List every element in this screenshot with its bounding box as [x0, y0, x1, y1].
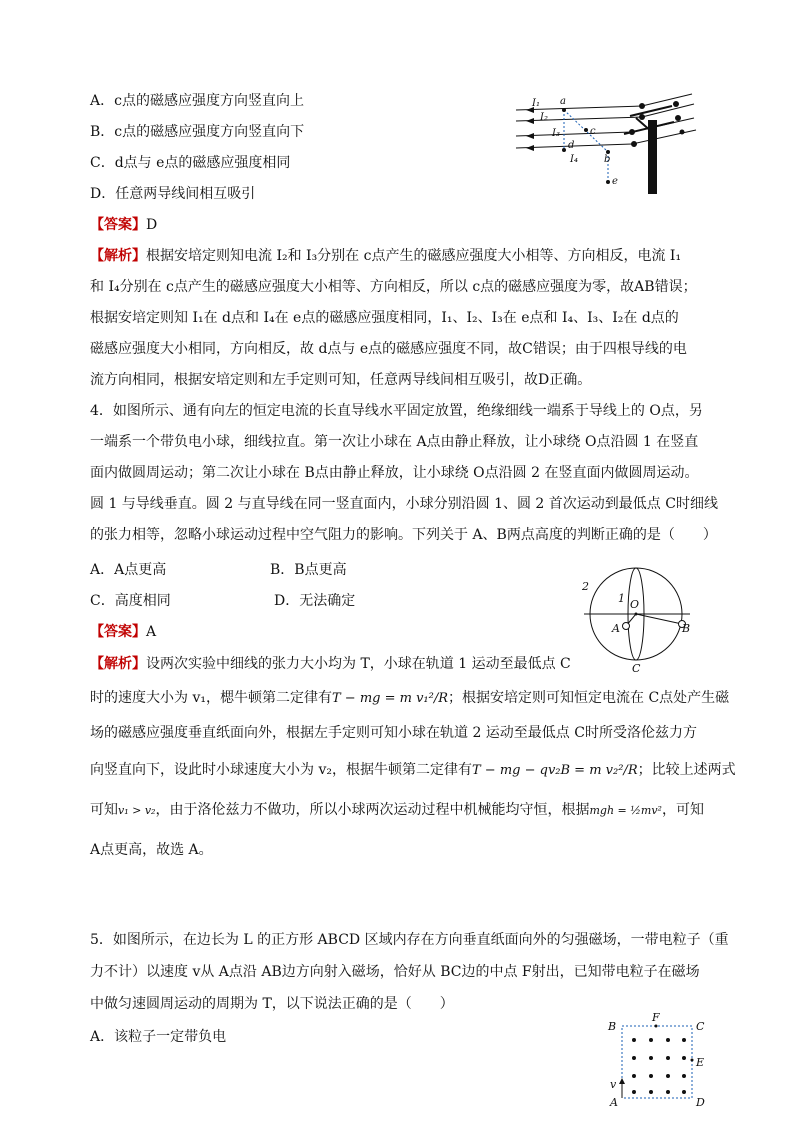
analysis-text: 设两次实验中细线的张力大小均为 T，小球在轨道 1 运动至最低点 C [146, 656, 571, 672]
q3-option-b: B．c点的磁感应强度方向竖直向下 [90, 124, 305, 140]
label-C: C [696, 1020, 705, 1033]
label-F: F [652, 1011, 660, 1024]
q3-option-c: C．d点与 e点的磁感应强度相同 [90, 155, 291, 171]
q5-stem-line-2: 力不计）以速度 v从 A点沿 AB边方向射入磁场，恰好从 BC边的中点 F射出，已知带电粒子在磁场 [90, 964, 700, 980]
q4-stem-line-5: 的张力相等，忽略小球运动过程中空气阻力的影响。下列关于 A、B两点高度的判断正确的是（ ） [90, 527, 717, 543]
q5-option-a: A．该粒子一定带负电 [90, 1029, 227, 1045]
label-I4: I₄ [570, 154, 578, 165]
answer-tag: 【答案】 [90, 217, 146, 233]
q4-option-b: B．B点更高 [270, 562, 347, 578]
q5-stem-line-3: 中做匀速圆周运动的周期为 T，以下说法正确的是（ ） [90, 996, 454, 1012]
q4-stem-line-1: 4．如图所示、通有向左的恒定电流的长直导线水平固定放置，绝缘细线一端系于导线上的 O点，另 [90, 403, 703, 419]
label-c: c [590, 126, 596, 137]
q3-analysis-line-5: 流方向相同，根据安培定则和左手定则可知，任意两导线间相互吸引，故D正确。 [90, 372, 592, 388]
label-B: B [682, 622, 691, 635]
label-B: B [608, 1020, 617, 1033]
equation-1: T − mg = m v₁²/R [331, 691, 449, 706]
q4-stem-line-3: 面内做圆周运动；第二次让小球在 B点由静止释放，让小球绕 O点沿圆 2 在竖直面内做圆周运动。 [90, 465, 699, 481]
label-circle-2: 2 [582, 580, 589, 593]
label-circle-1: 1 [618, 592, 625, 605]
label-I1: I₁ [532, 98, 540, 109]
answer-tag: 【答案】 [90, 624, 146, 640]
label-I3: I₃ [552, 128, 560, 139]
answer-value: D [146, 217, 158, 233]
q3-option-a: A．c点的磁感应强度方向竖直向上 [90, 93, 304, 109]
label-O: O [630, 598, 640, 611]
label-A: A [612, 622, 620, 635]
q4-answer [90, 622, 156, 642]
equation-3: v₁ > v₂ [118, 804, 156, 817]
q4-stem-line-2: 一端系一个带负电小球，细线拉直。第一次让小球在 A点由静止释放，让小球绕 O点沿圆 1 在竖直 [90, 434, 699, 450]
q5-figure-square [604, 1010, 716, 1110]
q3-option-d: D．任意两导线间相互吸引 [90, 186, 256, 202]
label-d: d [568, 140, 575, 151]
q4-analysis-line-6: A点更高，故选 A。 [90, 842, 213, 858]
analysis-text: 向竖直向下，设此时小球速度大小为 v₂，根据牛顿第二定律有 [90, 762, 472, 778]
analysis-text: ；比较上述两式 [637, 762, 736, 778]
label-I2: I₂ [540, 112, 548, 123]
q4-option-c: C．高度相同 [90, 593, 171, 609]
analysis-text: 根据安培定则知电流 I₂和 I₃分别在 c点产生的磁感应强度大小相等、方向相反，电流 I₁ [146, 248, 682, 264]
label-E: E [696, 1056, 705, 1069]
q4-analysis-line-3: 场的磁感应强度垂直纸面向外，根据左手定则可知小球在轨道 2 运动至最低点 C时所受洛伦兹力方 [90, 725, 697, 741]
label-A: A [610, 1096, 618, 1109]
label-C: C [632, 662, 641, 675]
q3-answer [90, 215, 157, 235]
q3-analysis-line-3: 根据安培定则知 I₁在 d点和 I₄在 e点的磁感应强度相同，I₁、I₂、I₃在 e点和 I₄、I₃、I₂在 d点的 [90, 310, 679, 326]
analysis-text: 时的速度大小为 v₁，楒牛顿第二定律有 [90, 690, 332, 706]
q4-analysis-line-4 [90, 760, 736, 781]
q4-option-d: D．无法确定 [274, 593, 356, 609]
analysis-text: ，由于洛伦兹力不做功，所以小球两次运动过程中机械能均守恒，根据 [155, 802, 590, 818]
label-v: v [610, 1078, 617, 1091]
equation-2: T − mg − qv₂B = m v₂²/R [471, 763, 638, 778]
q4-figure-circles [578, 566, 694, 678]
label-b: b [604, 154, 611, 165]
analysis-tag: 【解析】 [90, 656, 146, 672]
q4-analysis-line-1 [90, 654, 571, 674]
label-e: e [612, 176, 618, 187]
answer-value: A [146, 624, 157, 640]
analysis-text: 可知 [90, 802, 118, 818]
q3-analysis-line-1 [90, 246, 681, 266]
q3-analysis-line-4: 磁感应强度大小相同，方向相反，故 d点与 e点的磁感应强度不同，故C错误；由于四根导线的电 [90, 341, 687, 357]
q3-analysis-line-2: 和 I₄分别在 c点产生的磁感应强度大小相等、方向相反，所以 c点的磁感应强度为零，故AB错误； [90, 279, 697, 295]
q4-stem-line-4: 圆 1 与导线垂直。圆 2 与直导线在同一竖直面内，小球分别沿圆 1、圆 2 首次运动到最低点 C时细线 [90, 496, 718, 512]
analysis-text: ；根据安培定则可知恒定电流在 C点处产生磁 [448, 690, 730, 706]
q3-figure-power-lines [512, 88, 698, 196]
q4-analysis-line-2 [90, 688, 729, 709]
analysis-tag: 【解析】 [90, 248, 146, 264]
q4-analysis-line-5 [90, 800, 704, 821]
equation-4: mgh = ½mv² [589, 804, 662, 817]
analysis-text: ，可知 [661, 802, 704, 818]
q5-stem-line-1: 5．如图所示，在边长为 L 的正方形 ABCD 区域内存在方向垂直纸面向外的匀强磁场，一带电粒子（重 [90, 932, 729, 948]
label-a: a [560, 96, 566, 107]
label-D: D [696, 1096, 705, 1109]
q4-option-a: A．A点更高 [90, 562, 167, 578]
